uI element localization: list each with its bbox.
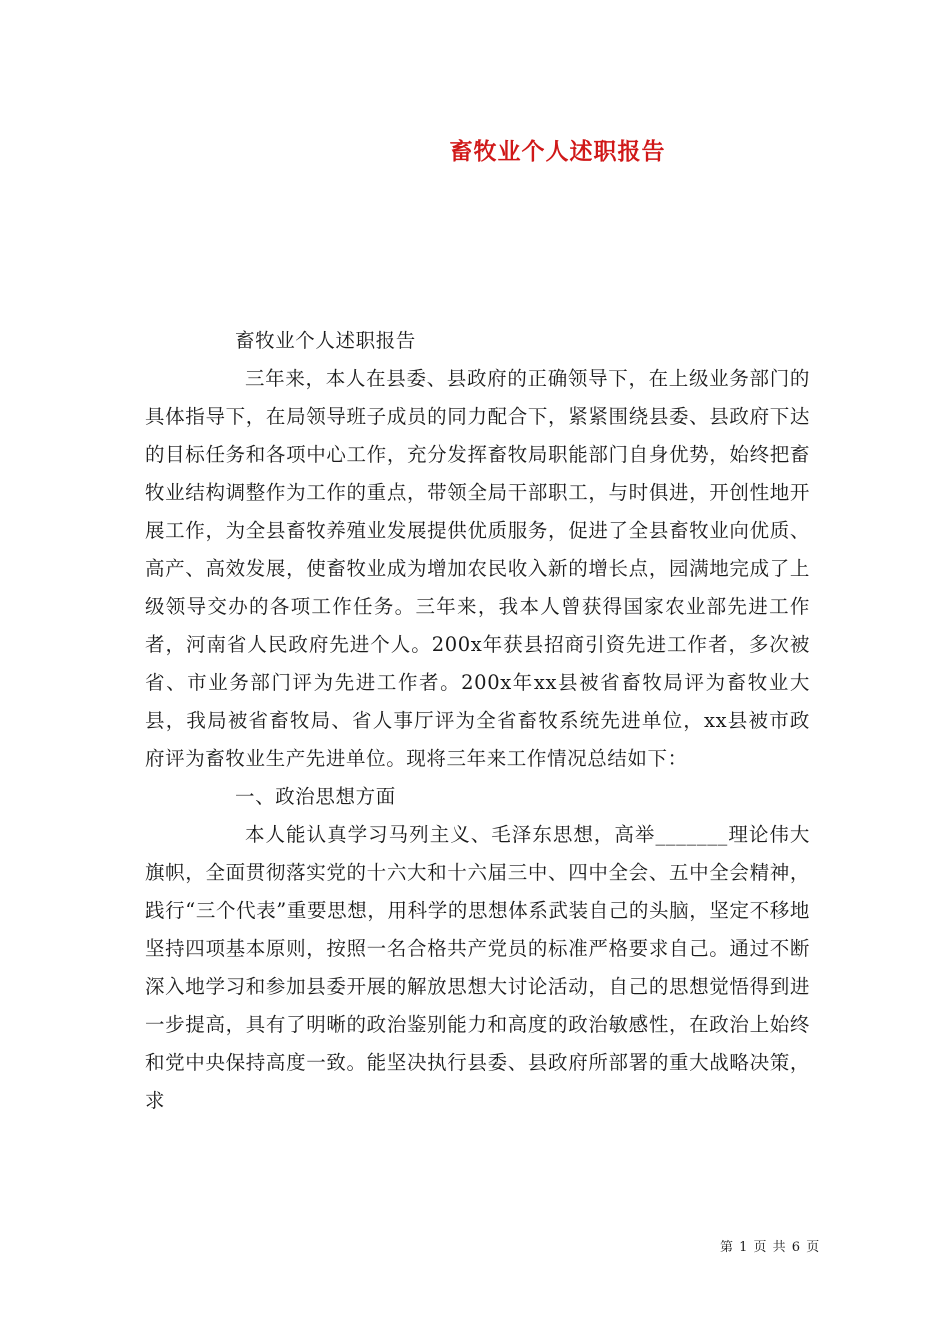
page-number: 第 1 页 共 6 页 [720,1240,821,1255]
document-subtitle: 畜牧业个人述职报告 [235,329,416,352]
paragraph-intro: 三年来，本人在县委、县政府的正确领导下，在上级业务部门的具体指导下，在局领导班子成员的同力配合下，紧紧围绕县委、县政府下达的目标任务和各项中心工作，充分发挥畜牧局职能部门自身优势，始终把畜牧业结构调整作为工作的重点，带领全局干部职工，与时俱进，开创性地开展工作，为全县畜牧养殖业发展提供优质服务，促进了全县畜牧业向优质、高产、高效发展，使畜牧业成为增加农民收入新的增长点，园满地完成了上级领导交办的各项工作任务。三年来，我本人曾获得国家农业部先进工作者，河南省人民政府先进个人。200x年获县招商引资先进工作者，多次被省、市业务部门评为先进工作者。200x年xx县被省畜牧局评为畜牧业大县，我局被省畜牧局、省人事厅评为全省畜牧系统先进单位，xx县被市政府评为畜牧业生产先进单位。现将三年来工作情况总结如下： [145,367,810,770]
paragraph-politics: 本人能认真学习马列主义、毛泽东思想，高举_______理论伟大旗帜，全面贯彻落实党的十六大和十六届三中、四中全会、五中全会精神，践行“三个代表”重要思想，用科学的思想体系武装自己的头脑，坚定不移地坚持四项基本原则，按照一名合格共产党员的标准严格要求自己。通过不断深入地学习和参加县委开展的解放思想大讨论活动，自己的思想觉悟得到进一步提高，具有了明晰的政治鉴别能力和高度的政治敏感性，在政治上始终和党中央保持高度一致。能坚决执行县委、县政府所部署的重大战略决策，求 [145,823,810,1112]
document-body [145,322,810,1120]
document-title: 畜牧业个人述职报告 [449,138,666,165]
section-heading-politics: 一、政治思想方面 [235,785,396,808]
